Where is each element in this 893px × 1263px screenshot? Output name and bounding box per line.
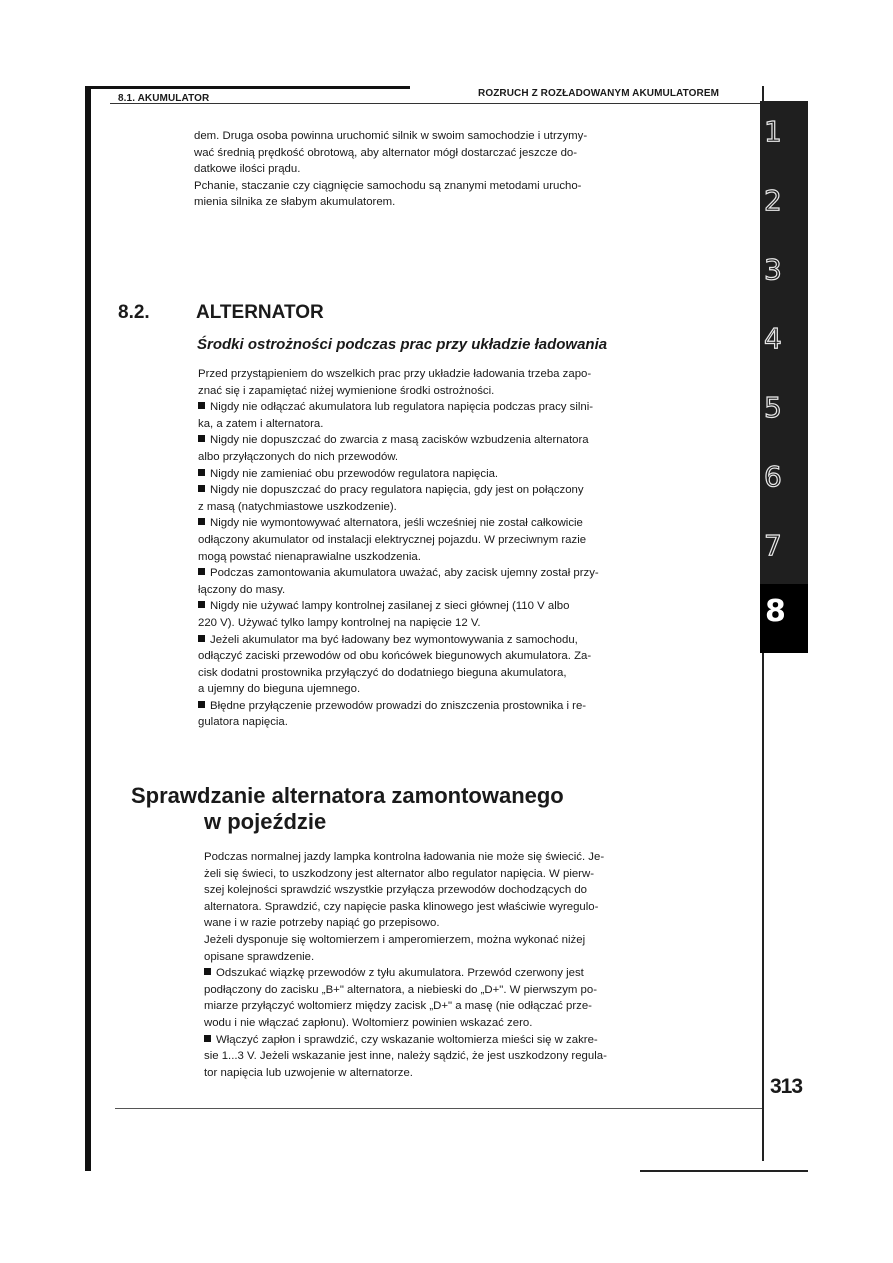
- bullet-icon: [198, 701, 205, 708]
- line-text: z masą (natychmiastowe uszkodzenie).: [198, 500, 397, 513]
- bullet-icon: [198, 568, 205, 575]
- line-text: cisk dodatni prostownika przyłączyć do dodatniego bieguna akumulatora,: [198, 666, 567, 679]
- line-text: albo przyłączonych do nich przewodów.: [198, 450, 399, 463]
- line-text: Włączyć zapłon i sprawdzić, czy wskazanie woltomierza mieści się w zakre-: [216, 1033, 598, 1046]
- text-line: [204, 915, 676, 932]
- footer-divider: [115, 1108, 762, 1109]
- line-text: Odszukać wiązkę przewodów z tyłu akumulatora. Przewód czerwony jest: [216, 967, 584, 980]
- chapter-tab-5[interactable]: [760, 377, 808, 446]
- bullet-item: [204, 1032, 676, 1049]
- text-line: [198, 366, 668, 383]
- line-text: łączony do masy.: [198, 583, 286, 596]
- line-text: Błędne przyłączenie przewodów prowadzi do zniszczenia prostownika i re-: [210, 699, 587, 712]
- chapter-tab-8[interactable]: [760, 584, 808, 653]
- text-line: [204, 998, 676, 1015]
- text-line: [204, 1015, 676, 1032]
- intro-paragraph: [194, 128, 664, 211]
- text-line: [198, 416, 668, 433]
- line-text: szej kolejności sprawdzić wszystkie przyłącza przewodów dochodzących do: [204, 884, 588, 897]
- line-text: sie 1...3 V. Jeżeli wskazanie jest inne, należy sądzić, że jest uszkodzony regula-: [204, 1050, 607, 1063]
- bullet-item: [198, 698, 668, 715]
- running-head-left: 8.1. AKUMULATOR: [118, 93, 210, 104]
- text-line: [204, 932, 676, 949]
- line-text: Nigdy nie używać lampy kontrolnej zasilanej z sieci głównej (110 V albo: [210, 600, 570, 613]
- text-line: [198, 665, 668, 682]
- line-text: wane i w razie potrzeby napiąć go przepisowo.: [204, 917, 440, 930]
- text-line: Pchanie, staczanie czy ciągnięcie samochodu są znanymi metodami urucho-: [194, 179, 582, 192]
- text-line: [198, 549, 668, 566]
- text-line: [204, 949, 676, 966]
- text-line: datkowe ilości prądu.: [194, 163, 301, 176]
- chapter-tab-label: 8: [765, 594, 786, 629]
- text-line: [204, 849, 676, 866]
- bullet-item: [204, 965, 676, 982]
- chapter-tab-label: 4: [764, 322, 782, 355]
- bullet-icon: [198, 435, 205, 442]
- chapter-tab-label: 6: [764, 460, 782, 493]
- text-line: [198, 714, 668, 731]
- bullet-icon: [204, 968, 211, 975]
- chapter-tab-label: 3: [764, 253, 782, 286]
- line-text: odłączony akumulator od instalacji elektrycznej pojazdu. W przeciwnym razie: [198, 533, 587, 546]
- text-line: [198, 615, 668, 632]
- section-number: 8.2.: [118, 302, 150, 323]
- bullet-item: [198, 399, 668, 416]
- left-margin-rule: [85, 86, 91, 1171]
- line-text: tor napięcia lub uzwojenie w alternatorze.: [204, 1066, 413, 1079]
- subheading: Środki ostrożności podczas prac przy układzie ładowania: [197, 336, 608, 353]
- text-line: [204, 899, 676, 916]
- page-number: 313: [770, 1075, 803, 1098]
- line-text: Jeżeli dysponuje się woltomierzem i amperomierzem, można wykonać niżej: [204, 933, 586, 946]
- chapter-tab-6[interactable]: [760, 446, 808, 515]
- line-text: ka, a zatem i alternatora.: [198, 417, 324, 430]
- text-line: [204, 1048, 676, 1065]
- chapter-tab-4[interactable]: [760, 308, 808, 377]
- bullet-icon: [198, 518, 205, 525]
- line-text: miarze przyłączyć woltomierz między zacisk „D+" a masę (nie odłączać prze-: [204, 1000, 592, 1013]
- bottom-rule: [640, 1170, 808, 1172]
- bullet-item: [198, 466, 668, 483]
- line-text: Nigdy nie dopuszczać do zwarcia z masą zacisków wzbudzenia alternatora: [210, 434, 589, 447]
- section-title: ALTERNATOR: [196, 302, 324, 323]
- text-line: [198, 648, 668, 665]
- bullet-item: [198, 482, 668, 499]
- line-text: mogą powstać nienaprawialne uszkodzenia.: [198, 550, 421, 563]
- chapter-tab-1[interactable]: [760, 101, 808, 170]
- line-text: żeli się świeci, to uszkodzony jest alternator albo regulator napięcia. W pierw-: [204, 867, 594, 880]
- line-text: Podczas normalnej jazdy lampka kontrolna ładowania nie może się świecić. Je-: [204, 851, 605, 863]
- text-line: [198, 499, 668, 516]
- line-text: Przed przystąpieniem do wszelkich prac przy układzie ładowania trzeba zapo-: [198, 368, 592, 380]
- text-line: dem. Druga osoba powinna uruchomić silnik w swoim samochodzie i utrzymy-: [194, 130, 588, 142]
- line-text: podłączony do zacisku „B+" alternatora, a niebieski do „D+". W pierwszym po-: [204, 983, 598, 996]
- line-text: odłączyć zaciski przewodów od obu końcówek biegunowych akumulatora. Za-: [198, 650, 592, 663]
- line-text: gulatora napięcia.: [198, 716, 288, 729]
- check-heading-line1: Sprawdzanie alternatora zamontowanego: [131, 783, 564, 808]
- text-line: [204, 882, 676, 899]
- text-line: [204, 982, 676, 999]
- chapter-tab-7[interactable]: [760, 515, 808, 584]
- line-text: znać się i zapamiętać niżej wymienione środki ostrożności.: [198, 384, 495, 397]
- line-text: Nigdy nie odłączać akumulatora lub regulatora napięcia podczas pracy silni-: [210, 401, 594, 414]
- bullet-icon: [198, 469, 205, 476]
- chapter-tab-3[interactable]: [760, 239, 808, 308]
- chapter-tab-label: 2: [764, 184, 782, 217]
- chapter-tabs: [760, 101, 808, 653]
- bullet-item: [198, 632, 668, 649]
- bullet-icon: [198, 635, 205, 642]
- check-paragraph: [204, 849, 676, 1081]
- line-text: Podczas zamontowania akumulatora uważać, aby zacisk ujemny został przy-: [210, 567, 599, 580]
- bullet-icon: [198, 601, 205, 608]
- text-line: [198, 383, 668, 400]
- text-line: [204, 866, 676, 883]
- bullet-icon: [198, 402, 205, 409]
- line-text: Nigdy nie zamieniać obu przewodów regulatora napięcia.: [210, 467, 499, 480]
- text-line: [198, 681, 668, 698]
- bullet-item: [198, 515, 668, 532]
- text-line: wać średnią prędkość obrotową, aby alternator mógł dostarczać jeszcze do-: [194, 146, 578, 159]
- line-text: Nigdy nie wymontowywać alternatora, jeśli wcześniej nie został całkowicie: [210, 517, 583, 530]
- line-text: Jeżeli akumulator ma być ładowany bez wymontowywania z samochodu,: [210, 633, 578, 646]
- chapter-tab-label: 1: [764, 115, 782, 148]
- bullet-item: [198, 598, 668, 615]
- chapter-tab-2[interactable]: [760, 170, 808, 239]
- running-head-right: ROZRUCH Z ROZŁADOWANYM AKUMULATOREM: [478, 88, 720, 99]
- line-text: Nigdy nie dopuszczać do pracy regulatora napięcia, gdy jest on połączony: [210, 484, 584, 497]
- check-heading-line2: w pojeździe: [204, 809, 327, 834]
- top-rule: [88, 86, 410, 89]
- text-line: [204, 1065, 676, 1082]
- text-line: [198, 449, 668, 466]
- chapter-tab-label: 5: [764, 391, 782, 424]
- line-text: wodu i nie włączać zapłonu). Woltomierz powinien wskazać zero.: [204, 1016, 533, 1029]
- line-text: 220 V). Używać tylko lampy kontrolnej na napięcie 12 V.: [198, 616, 481, 629]
- line-text: alternatora. Sprawdzić, czy napięcie paska klinowego jest właściwie wyregulo-: [204, 900, 599, 913]
- bullet-item: [198, 565, 668, 582]
- line-text: opisane sprawdzenie.: [204, 950, 315, 963]
- line-text: a ujemny do bieguna ujemnego.: [198, 683, 361, 696]
- bullet-item: [198, 432, 668, 449]
- text-line: [198, 582, 668, 599]
- chapter-tab-label: 7: [764, 529, 782, 562]
- bullet-icon: [204, 1035, 211, 1042]
- bullet-icon: [198, 485, 205, 492]
- text-line: [198, 532, 668, 549]
- precautions-list: [198, 366, 668, 731]
- text-line: mienia silnika ze słabym akumulatorem.: [194, 196, 396, 209]
